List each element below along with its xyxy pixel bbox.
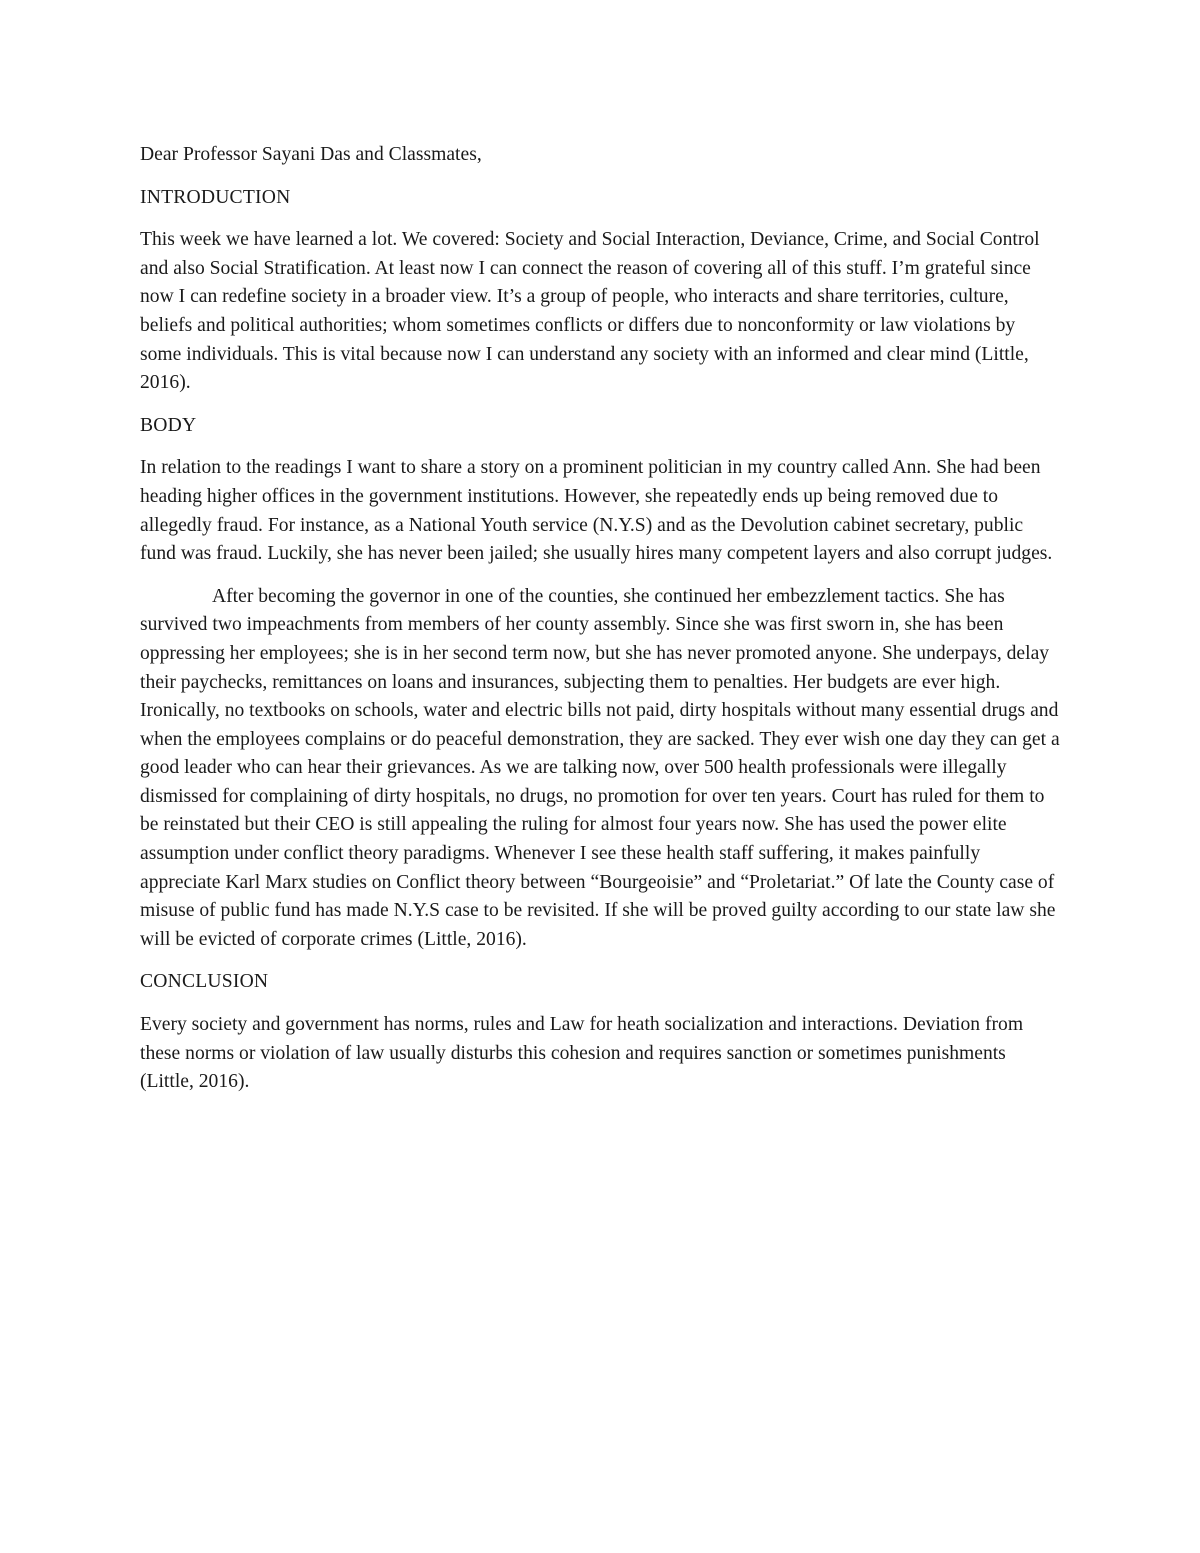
section-heading-conclusion: CONCLUSION bbox=[140, 971, 269, 993]
paragraph-introduction: This week we have learned a lot. We covered: Society and Social Interaction, Deviance, Crime, and Social Control and also Social Stratification. At least now I can connect the reason of covering all of this stuff. I’m grateful since now I can redefine society in a broader view. It’s a group of people, who interacts and share territories, culture, beliefs and political authorities; whom sometimes conflicts or differs due to nonconformity or law violations by some individuals. This is vital because now I can understand any society with an informed and clear mind (Little, 2016). bbox=[140, 229, 1040, 394]
paragraph-body-2: After becoming the governor in one of the counties, she continued her embezzlement tactics. She has survived two impeachments from members of her county assembly. Since she was first sworn in, she has been oppressing her employees; she is in her second term now, but she has never promoted anyone. She underpays, delay their paychecks, remittances on loans and insurances, subjecting them to penalties. Her budgets are ever high. Ironically, no textbooks on schools, water and electric bills not paid, dirty hospitals without many essential drugs and when the employees complains or do peaceful demonstration, they are sacked. They ever wish one day they can get a good leader who can hear their grievances. As we are talking now, over 500 health professionals were illegally dismissed for complaining of dirty hospitals, no drugs, no promotion for over ten years. Court has ruled for them to be reinstated but their CEO is still appealing the ruling for almost four years now. She has used the power elite assumption under conflict theory paradigms. Whenever I see these health staff suffering, it makes painfully appreciate Karl Marx studies on Conflict theory between “Bourgeoisie” and “Proletariat.” Of late the County case of misuse of public fund has made N.Y.S case to be revisited. If she will be proved guilty according to our state law she will be evicted of corporate crimes (Little, 2016). bbox=[140, 585, 1060, 950]
section-heading-introduction: INTRODUCTION bbox=[140, 186, 291, 208]
salutation: Dear Professor Sayani Das and Classmates, bbox=[140, 144, 482, 165]
paragraph-conclusion: Every society and government has norms, rules and Law for heath socialization and interactions. Deviation from these norms or violation of law usually disturbs this cohesion and requires sanction or sometimes punishments (Little, 2016). bbox=[140, 1014, 1024, 1093]
section-heading-body: BODY bbox=[140, 414, 197, 436]
paragraph-body-1: In relation to the readings I want to share a story on a prominent politician in my country called Ann. She had been heading higher offices in the government institutions. However, she repeatedly ends up being removed due to allegedly fraud. For instance, as a National Youth service (N.Y.S) and as the Devolution cabinet secretary, public fund was fraud. Luckily, she has never been jailed; she usually hires many competent layers and also corrupt judges. bbox=[140, 457, 1053, 565]
document-body bbox=[140, 141, 1060, 1111]
